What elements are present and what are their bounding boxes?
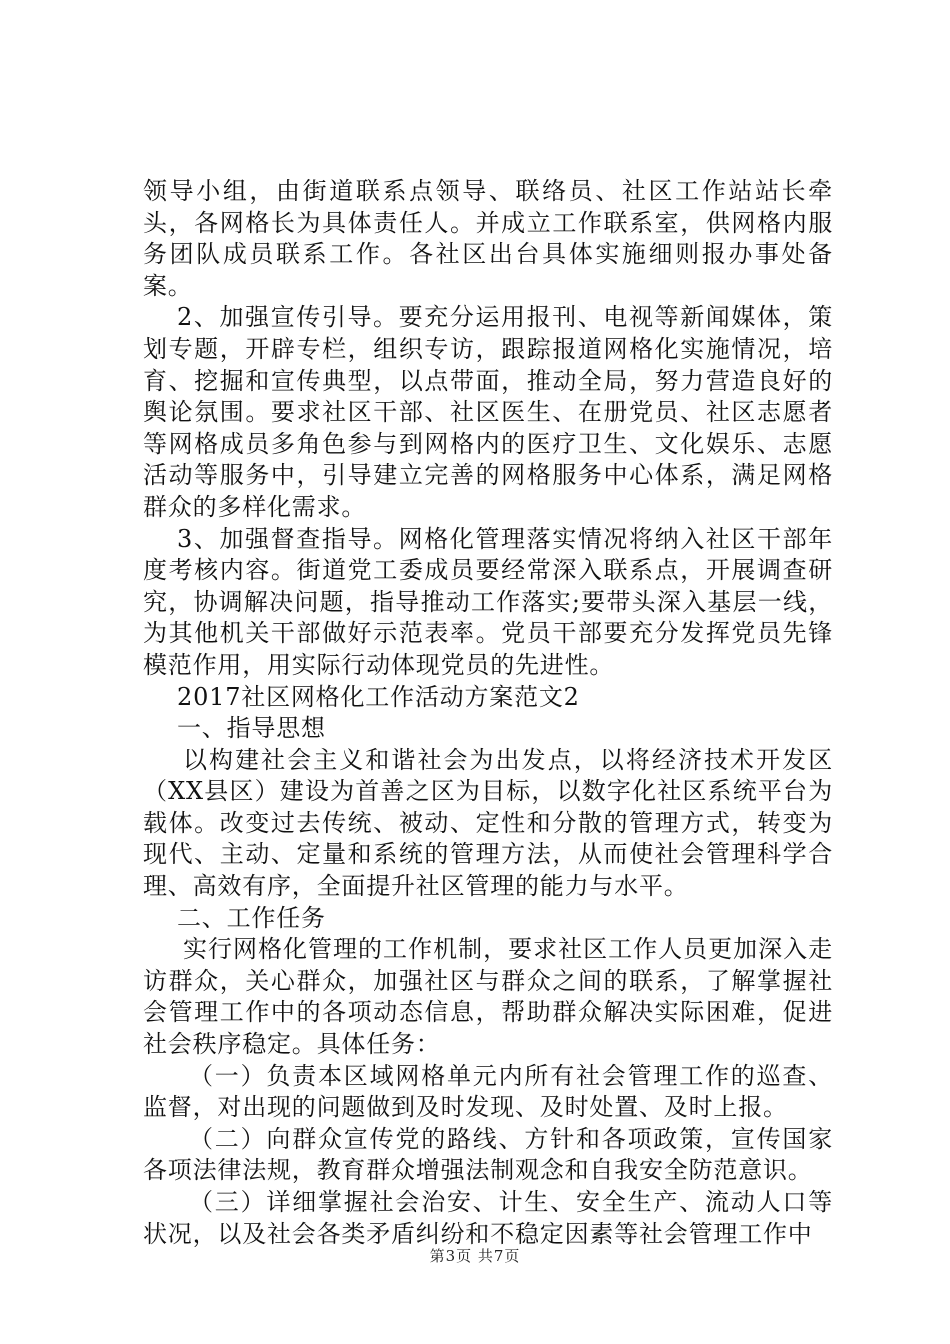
paragraph-supervision-guidance: 3、加强督查指导。网格化管理落实情况将纳入社区干部年度考核内容。街道党工委成员要经常深入联系点，开展调查研究，协调解决问题，指导推动工作落实;要带头深入基层一线，为其他机关干部做好示范表率。党员干部要充分发挥党员先锋模范作用，用实际行动体现党员的先进性。 — [143, 524, 833, 679]
page-footer: 第3页 共7页 — [429, 1247, 521, 1265]
document-body — [143, 176, 833, 1250]
task-item-3: （三）详细掌握社会治安、计生、安全生产、流动人口等状况，以及社会各类矛盾纠纷和不稳定因素等社会管理工作中 — [143, 1188, 833, 1248]
task-item-1: （一）负责本区域网格单元内所有社会管理工作的巡查、监督，对出现的问题做到及时发现、及时处置、及时上报。 — [143, 1061, 833, 1122]
paragraph-leadership-group: 领导小组，由街道联系点领导、联络员、社区工作站站长牵头，各网格长为具体责任人。并成立工作联系室，供网格内服务团队成员联系工作。各社区出台具体实施细则报办事处备案。 — [143, 177, 833, 300]
heading-guiding-ideology: 一、指导思想 — [177, 714, 326, 743]
task-item-2: （二）向群众宣传党的路线、方针和各项政策，宣传国家各项法律法规，教育群众增强法制观念和自我安全防范意识。 — [143, 1124, 833, 1185]
paragraph-guiding-ideology: 以构建社会主义和谐社会为出发点，以将经济技术开发区（XX县区）建设为首善之区为目标，以数字化社区系统平台为载体。改变过去传统、被动、定性和分散的管理方式，转变为现代、主动、定量和系统的管理方法，从而使社会管理科学合理、高效有序，全面提升社区管理的能力与水平。 — [143, 745, 833, 901]
paragraph-work-mechanism: 实行网格化管理的工作机制，要求社区工作人员更加深入走访群众，关心群众，加强社区与群众之间的联系，了解掌握社会管理工作中的各项动态信息，帮助群众解决实际困难，促进社会秩序稳定。具体任务： — [143, 935, 833, 1059]
paragraph-publicity-guidance: 2、加强宣传引导。要充分运用报刊、电视等新闻媒体，策划专题，开辟专栏，组织专访，跟踪报道网格化实施情况，培育、挖掘和宣传典型，以点带面，推动全局，努力营造良好的舆论氛围。要求社区干部、社区医生、在册党员、社区志愿者等网格成员多角色参与到网格内的医疗卫生、文化娱乐、志愿活动等服务中，引导建立完善的网格服务中心体系，满足网格群众的多样化需求。 — [143, 303, 833, 521]
section-title-plan-2: 2017社区网格化工作活动方案范文2 — [177, 682, 580, 711]
heading-work-tasks: 二、工作任务 — [177, 903, 326, 932]
